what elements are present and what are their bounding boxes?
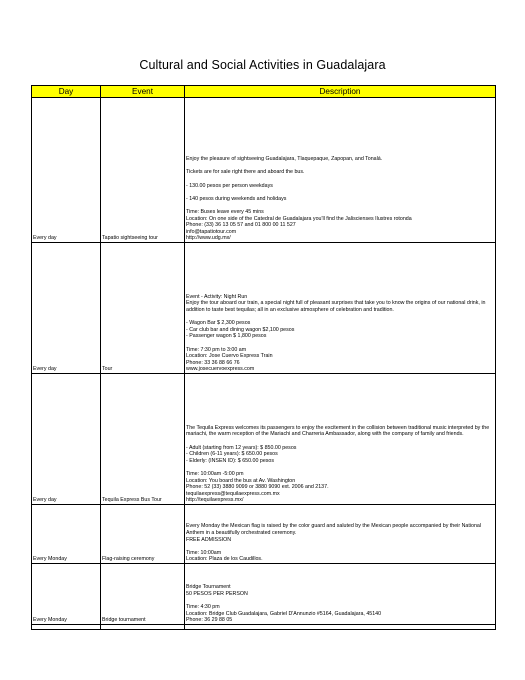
table-row [32,564,496,625]
header-row [32,86,496,98]
day-cell: Every day [32,98,101,243]
description-cell [185,243,496,374]
empty-cell [185,625,496,630]
empty-cell [101,625,185,630]
column-header-day: Day [32,86,101,98]
description-cell [185,98,496,243]
description-cell [185,374,496,505]
activities-table [31,85,496,630]
table-row [32,374,496,505]
description-cell [185,564,496,625]
event-cell: Tour [101,243,185,374]
event-cell: Tequila Express Bus Tour [101,374,185,505]
description-cell [185,505,496,564]
table-row [32,505,496,564]
description-text: Every Monday the Mexican flag is raised by the color guard and saluted by the Mexican people accompanied by their National Anthem in a beautifully orchestrated ceremony. FREE ADMISSION Time: 10:00am Location: Plaza de los Caudillos. [186,523,482,563]
description-text: Enjoy the pleasure of sightseeing Guadalajara, Tlaquepaque, Zapopan, and Tonalá. Tickets are for sale right there and aboard the bus. - 130.00 pesos per person weekdays - 140 pesos during weekends and holidays Time: Buses leave every 45 mins Location: On one side of the Catedral de Guadalajara you'll find the Jaliscienses Ilustres rotonda Phone: (33) 36 13 05 57 and 01 800 00 11 527 info@tapatiotour.com http://www.udg.mx/ [186,156,412,242]
day-cell: Every Monday [32,505,101,564]
day-cell: Every day [32,374,101,505]
day-cell: Every Monday [32,564,101,625]
description-text: The Tequila Express welcomes its passengers to enjoy the excitement in the collision between traditional music interpreted by the mariachi, the warm reception of the Mariachi and Charreria Ambassador, along with the company of family and friends. - Adult (starting from 12 years): $ 850.00 pesos - Children (6-11 years): $ 650.00 pesos - Elderly: (INSEN ID): $ 650.00 pesos Time: 10:00am -5:00 pm Location: You board the bus at Av. Washington Phone: 52 (33) 3880 9099 or 3880 9090 ext. 2006 and 2137. tequilaexpress@tequilaexpress.com.mx http://tequilaexpress.mx/ [186,424,490,504]
event-cell: Flag-raising ceremony [101,505,185,564]
column-header-event: Event [101,86,185,98]
table-row [32,243,496,374]
column-header-description: Description [185,86,496,98]
event-cell: Tapatio sightseeing tour [101,98,185,243]
page-title: Cultural and Social Activities in Guadalajara [139,58,386,72]
description-text: Event - Activity: Night Run Enjoy the tour aboard our train, a special night full of pleasant surprises that take you to know the origins of our national drink, in addition to taste best tequilas; all in an exclusive atmosphere of celebration and tradition. - Wagon Bar $ 2,300 pesos - Car club bar and dining wagon $2,100 pesos - Passenger wagon $ 1,800 pesos Time: 7:30 pm to 3:00 am Location: Jose Cuervo Express Train Phone: 33 36 88 66 76 www.josecuervoexpress.com [186,293,486,373]
empty-row [32,625,496,630]
empty-cell [32,625,101,630]
description-text: Bridge Tournament 50 PESOS PER PERSON Time: 4:30 pm Location: Bridge Club Guadalajara, Gabriel D'Annunzio #5164, Guadalajara, 45140 Phone: 36 29 88 05 [186,584,382,624]
table-row [32,98,496,243]
day-cell: Every day [32,243,101,374]
event-cell: Bridge tournament [101,564,185,625]
